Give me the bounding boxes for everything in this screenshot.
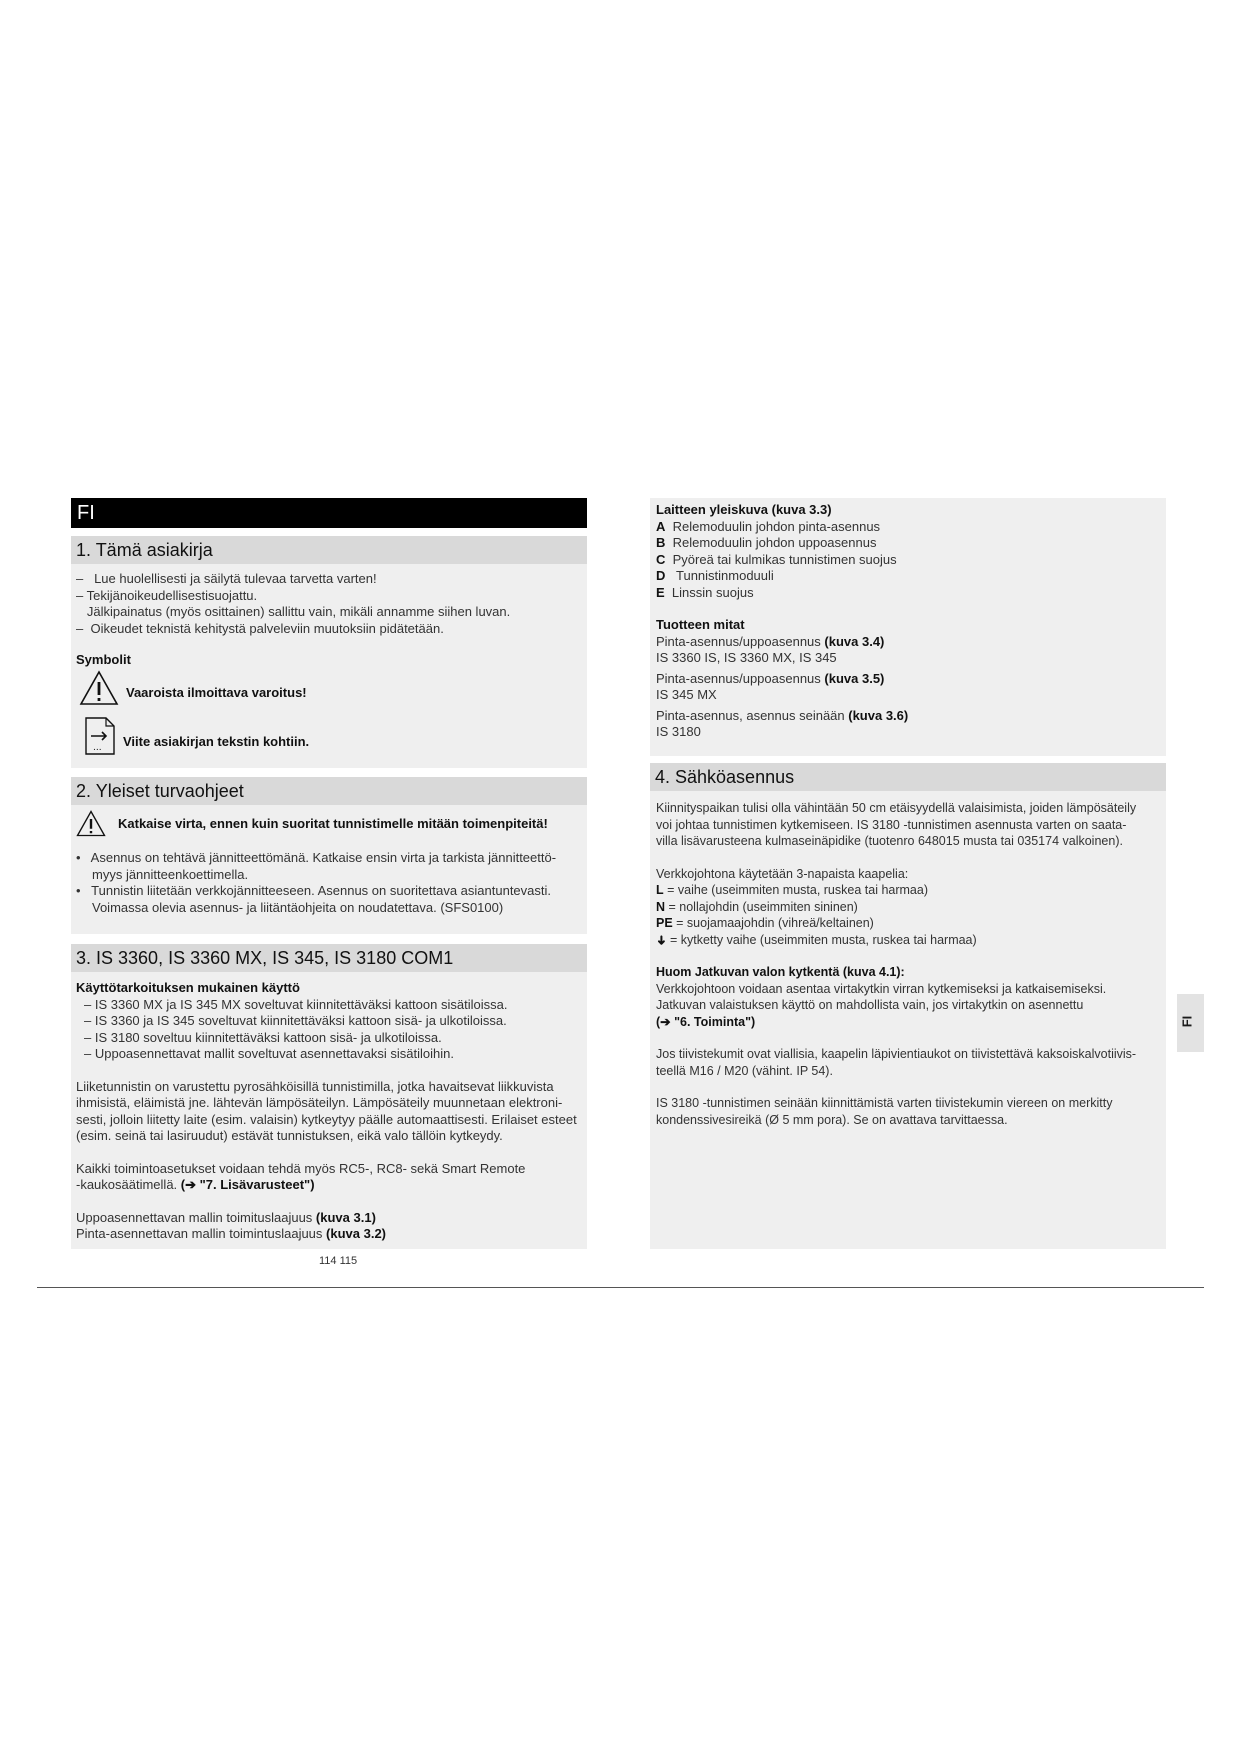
page-number: 114 115 xyxy=(319,1255,358,1267)
wire-n: = nollajohdin (useimmiten sininen) xyxy=(665,899,858,914)
s2-bullet-1a: • Asennus on tehtävä jännitteettömänä. Katkaise ensin virta ja tarkista jännitteettö- xyxy=(76,850,557,865)
page-divider xyxy=(37,1287,1204,1288)
reference-symbol-label: Viite asiakirjan tekstin kohtiin. xyxy=(123,734,310,749)
s1-line-1: – Lue huolellisesti ja säilytä tulevaa tarvetta varten! xyxy=(76,571,377,586)
intended-use-title: Käyttötarkoituksen mukainen käyttö xyxy=(76,980,300,995)
dims-1-label: Pinta-asennus/uppoasennus xyxy=(656,633,825,649)
wire-key-n: N xyxy=(656,899,666,914)
section-4-body xyxy=(656,800,1161,1128)
side-tab-label: FI xyxy=(1179,1015,1195,1028)
delivery-flush-ref: (kuva 3.1) xyxy=(315,1209,376,1225)
use-item-4: – Uppoasennettavat mallit soveltuvat asennettavaksi sisätiloihin. xyxy=(84,1046,454,1061)
section-3-title: 3. IS 3360, IS 3360 MX, IS 345, IS 3180 COM1 xyxy=(71,944,587,972)
wire-pe: = suojamaajohdin (vihreä/keltainen) xyxy=(672,916,874,930)
legend-key-b: B xyxy=(656,535,666,550)
s4-para-4a: IS 3180 -tunnistimen seinään kiinnittämistä varten tiivistekumin viereen on merkitty xyxy=(656,1096,1113,1110)
legend-key-a: A xyxy=(656,518,666,534)
dims-2-label: Pinta-asennus/uppoasennus xyxy=(656,670,825,686)
dims-3-models: IS 3180 xyxy=(656,724,701,739)
dimensions-title: Tuotteen mitat xyxy=(656,617,745,632)
s3-para-1a: Liiketunnistin on varustettu pyrosähköisillä tunnistimilla, jotka havaitsevat liikkuvista xyxy=(76,1078,554,1094)
permanent-light-title: Huom Jatkuvan valon kytkentä (kuva 4.1): xyxy=(656,965,905,979)
legend-key-e: E xyxy=(656,584,665,600)
s4-para-1c: villa lisävarusteena kulmaseinäpidike (tuotenro 648015 musta tai 035174 valkoinen). xyxy=(656,834,1123,848)
delivery-surface: Pinta-asennettavan mallin toimintuslaajuus xyxy=(76,1226,327,1241)
switched-phase-arrow-icon: ➜ xyxy=(654,934,669,945)
delivery-flush: Uppoasennettavan mallin toimituslaajuus xyxy=(76,1209,316,1225)
dims-2-models: IS 345 MX xyxy=(656,687,717,702)
legend-b: Relemoduulin johdon uppoasennus xyxy=(672,535,877,550)
language-side-tab xyxy=(1177,994,1204,1052)
legend-d: Tunnistinmoduuli xyxy=(676,568,774,583)
function-reference: (➔ "6. Toiminta") xyxy=(656,1014,756,1029)
wire-switched: = kytketty vaihe (useimmiten musta, ruskea tai harmaa) xyxy=(666,932,977,947)
safety-warning-text: Katkaise virta, ennen kuin suoritat tunnistimelle mitään toimenpiteitä! xyxy=(118,816,548,831)
use-item-2: – IS 3360 ja IS 345 soveltuvat kiinnitettäväksi kattoon sisä- ja ulkotiloissa. xyxy=(84,1013,507,1028)
use-item-3: – IS 3180 soveltuu kiinnitettäväksi kattoon sisä- ja ulkotiloissa. xyxy=(84,1029,442,1045)
s1-line-3: Jälkipainatus (myös osittainen) sallittu vain, mikäli annamme siihen luvan. xyxy=(76,604,511,619)
use-item-1: – IS 3360 MX ja IS 345 MX soveltuvat kiinnitettäväksi kattoon sisätiloissa. xyxy=(84,996,508,1012)
note-line-2: Jatkuvan valaistuksen käyttö on mahdollista vain, jos virtakytkin on asennettu xyxy=(656,998,1084,1012)
wire-key-pe: PE xyxy=(656,916,673,930)
warning-triangle-icon xyxy=(76,810,106,837)
s4-para-1b: voi johtaa tunnistimen kytkemiseen. IS 3180 -tunnistimen asennusta varten on saata- xyxy=(656,817,1127,832)
s3-para-2b: -kaukosäätimellä. xyxy=(76,1177,181,1192)
accessories-reference: (➔ "7. Lisävarusteet") xyxy=(180,1177,315,1192)
dims-1-ref: (kuva 3.4) xyxy=(824,633,885,649)
delivery-surface-ref: (kuva 3.2) xyxy=(326,1226,387,1241)
s4-para-3a: Jos tiivistekumit ovat viallisia, kaapelin läpivientiaukot on tiivistettävä kaksoiskalvotiivis- xyxy=(656,1047,1137,1061)
section-4-title: 4. Sähköasennus xyxy=(650,763,1166,791)
s4-para-4b: kondenssivesireikä (Ø 5 mm pora). Se on avattava tarvittaessa. xyxy=(656,1112,1008,1127)
document-reference-icon xyxy=(84,716,116,756)
section-1-body xyxy=(76,571,581,637)
wire-l: = vaihe (useimmiten musta, ruskea tai harmaa) xyxy=(663,883,928,897)
warning-symbol-label: Vaaroista ilmoittava varoitus! xyxy=(126,685,307,700)
section-3-body xyxy=(76,980,581,1243)
dims-2-ref: (kuva 3.5) xyxy=(824,670,885,686)
dims-3-ref: (kuva 3.6) xyxy=(848,707,909,723)
dims-1-models: IS 3360 IS, IS 3360 MX, IS 345 xyxy=(656,650,837,665)
symbols-title: Symbolit xyxy=(76,652,131,667)
s3-para-1b: ihmisistä, eläimistä jne. lähtevän lämpösäteilyn. Lämpösäteily muunnetaan elektroni- xyxy=(76,1095,563,1110)
section-2-title: 2. Yleiset turvaohjeet xyxy=(71,777,587,805)
s2-bullet-1b: myys jännitteenkoettimella. xyxy=(92,866,249,882)
s2-bullet-2a: • Tunnistin liitetään verkkojännitteeseen. Asennus on suoritettava asiantuntevasti. xyxy=(76,883,552,898)
svg-text:...: ... xyxy=(93,743,102,753)
legend-c: Pyöreä tai kulmikas tunnistimen suojus xyxy=(672,551,897,567)
s4-cable-intro: Verkkojohtona käytetään 3-napaista kaapelia: xyxy=(656,866,909,881)
overview-title: Laitteen yleiskuva (kuva 3.3) xyxy=(656,502,832,517)
legend-key-c: C xyxy=(656,551,666,567)
warning-triangle-icon xyxy=(79,670,119,706)
legend-key-d: D xyxy=(656,568,666,583)
dims-3-label: Pinta-asennus, asennus seinään xyxy=(656,707,849,723)
section-2-bullets xyxy=(76,850,581,916)
section-1-title: 1. Tämä asiakirja xyxy=(71,536,587,564)
s1-line-2: – Tekijänoikeudellisestisuojattu. xyxy=(76,587,258,603)
s3-para-1c: sesti, jolloin liitetty laite (esim. valaisin) kytkeytyy päälle automaattisesti. Erilaiset esteet xyxy=(76,1111,577,1127)
note-line-1: Verkkojohtoon voidaan asentaa virtakytkin virran kytkemiseksi ja katkaisemiseksi. xyxy=(656,981,1107,996)
wire-key-l: L xyxy=(656,883,664,897)
s1-line-4: – Oikeudet teknistä kehitystä palveleviin muutoksiin pidätetään. xyxy=(76,620,444,636)
s4-para-1a: Kiinnityspaikan tulisi olla vähintään 50 cm etäisyydellä valaisimista, joiden lämpösäteily xyxy=(656,801,1137,815)
s3-para-1d: (esim. seinä tai lasiruudut) estävät tunnistuksen, eikä valo tällöin kytkeydy. xyxy=(76,1128,503,1143)
legend-a: Relemoduulin johdon pinta-asennus xyxy=(672,518,881,534)
s3-para-2a: Kaikki toimintoasetukset voidaan tehdä myös RC5-, RC8- sekä Smart Remote xyxy=(76,1160,526,1176)
language-label: FI xyxy=(77,502,95,524)
language-header-bar xyxy=(71,498,587,528)
overview-body xyxy=(656,502,1161,741)
s2-bullet-2b: Voimassa olevia asennus- ja liitäntäohjeita on noudatettava. (SFS0100) xyxy=(92,899,504,915)
s4-para-3b: teellä M16 / M20 (vähint. IP 54). xyxy=(656,1063,833,1078)
legend-e: Linssin suojus xyxy=(671,584,754,600)
